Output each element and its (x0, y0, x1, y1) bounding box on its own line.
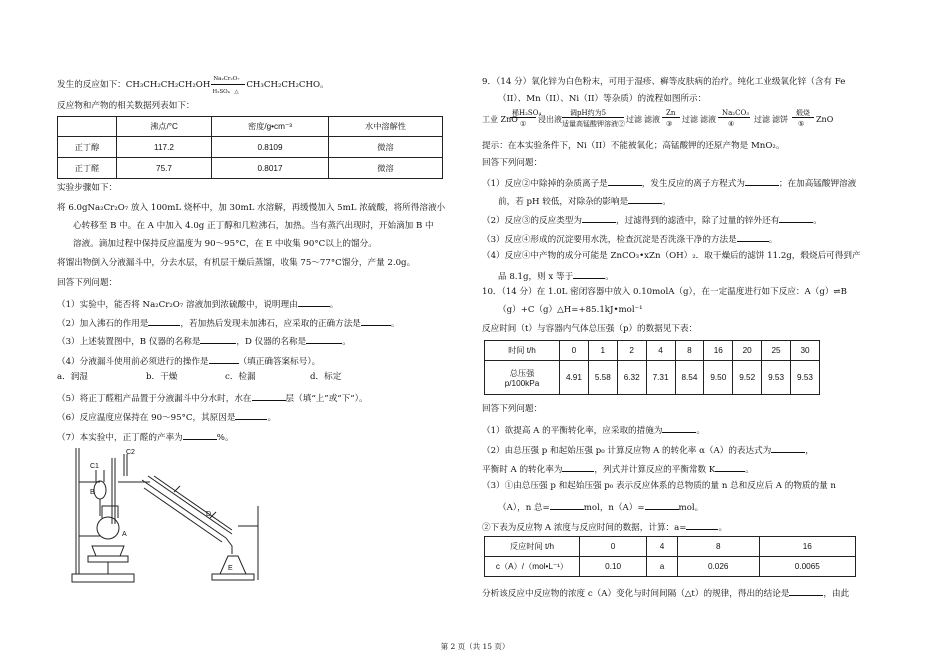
label-B: B (90, 489, 95, 496)
answer-blank[interactable] (252, 391, 286, 401)
page-footer: 第 2 页（共 15 页） (440, 642, 510, 651)
question-5: （5）将正丁醛粗产品置于分液漏斗中分水时，水在 层（填“上”或“下”）。 (57, 391, 368, 405)
option-d: d．标定 (310, 372, 342, 382)
q10-sub3-line1: （3）①由总压强 p 和起始压强 p₀ 表示反应体系的总物质的量 n 总和反应后 A 的物质的量 n (482, 481, 836, 491)
step1-line3: 溶液。滴加过程中保持反应温度为 90～95°C，在 E 中收集 90°C以上的馏分。 (73, 239, 377, 249)
answer-blank[interactable] (582, 213, 616, 223)
table-header: 水中溶解性 (329, 117, 443, 137)
table-row: 时间 t/h 0 1 2 4 8 16 20 25 30 (485, 341, 820, 361)
option-c: c．检漏 (225, 372, 256, 382)
answer-blank[interactable] (550, 500, 584, 510)
table-intro: 反应物和产物的相关数据列表如下： (57, 101, 195, 111)
label-E: E (228, 565, 233, 572)
label-A: A (122, 531, 127, 538)
answer-prompt-10: 回答下列问题： (482, 404, 543, 414)
q10-line1: 10．（14 分）在 1.0L 密闭容器中放入 0.10molA（g），在一定温度进行如下反应：A（g）⇌B (482, 287, 847, 297)
q10-sub1: （1）欲提高 A 的平衡转化率，应采取的措施为 。 (482, 423, 705, 437)
concentration-table (484, 536, 856, 577)
properties-table (57, 116, 443, 179)
q10-sub3-line2: （A），n 总= mol，n（A）= mol。 (498, 500, 703, 514)
flow-arrow (718, 117, 750, 118)
label-C2: C2 (126, 449, 135, 456)
label-D: D (206, 511, 212, 518)
flow-start: 工业 ZnO (482, 115, 518, 124)
answer-blank[interactable] (737, 232, 769, 242)
flow-arrow (562, 117, 624, 118)
q9-sub4-line2: 品 8.1g，则 x 等于 。 (498, 269, 614, 283)
question-6: （6）反应温度应保持在 90～95°C，其原因是 。 (57, 410, 276, 424)
option-a: a．润湿 (57, 372, 88, 382)
answer-blank[interactable] (715, 462, 745, 472)
answer-blank[interactable] (209, 354, 239, 364)
q10-line2: （g）+C（g）△H=+85.1kJ•mol⁻¹ (498, 305, 643, 315)
option-b: b．干燥 (146, 372, 178, 382)
table-row: 总压强 p/100kPa 4.91 5.58 6.32 7.31 8.54 9.50 9.52 9.53 9.53 (485, 361, 820, 395)
question-1: （1）实验中，能否将 Na₂Cr₂O₇ 溶液加到浓硫酸中，说明理由 。 (57, 297, 338, 311)
answer-blank[interactable] (789, 586, 823, 596)
answer-blank[interactable] (779, 213, 813, 223)
step1-line2: 心转移至 B 中。在 A 中加入 4.0g 正丁醇和几粒沸石，加热。当有蒸汽出现时，开始滴加 B 中 (73, 221, 434, 231)
q9-sub2: （2）反应③的反应类型为 ，过滤得到的滤渣中，除了过量的锌外还有 。 (482, 213, 822, 227)
reaction-equation: 发生的反应如下：CH₃CH₂CH₂CH₂OH Na₂Cr₂O₇ H₂SO₄ △ CH₃CH₂CH₂CHO。 (57, 76, 329, 95)
flow-end: ZnO (816, 115, 834, 124)
table-header: 沸点/°C (117, 117, 212, 137)
q10-last: 分析该反应中反应物的浓度 c（A）变化与时间间隔（△t）的规律，得出的结论是 ，由此 (482, 586, 849, 600)
steps-title: 实验步骤如下： (57, 183, 118, 193)
question-2: （2）加入沸石的作用是 ，若加热后发现未加沸石，应采取的正确方法是 。 (57, 316, 400, 330)
question-4: （4）分液漏斗使用前必须进行的操作是 （填正确答案标号）。 (57, 354, 320, 368)
apparatus-figure (70, 446, 270, 586)
answer-blank[interactable] (608, 176, 642, 186)
answer-prompt-9: 回答下列问题： (482, 158, 543, 168)
question-7: （7）本实验中，正丁醛的产率为 %。 (57, 430, 234, 444)
table-row: 反应时间 t/h 0 4 8 16 (485, 537, 856, 557)
answer-blank[interactable] (686, 520, 718, 530)
answer-blank[interactable] (298, 297, 330, 307)
answer-blank[interactable] (235, 410, 267, 420)
flow-arrow (510, 117, 536, 118)
table-row: 正丁醛 75.7 0.8017 微溶 (58, 158, 443, 179)
q9-line1: 9．（14 分）氧化锌为白色粉末，可用于湿疹、癣等皮肤病的治疗。纯化工业级氧化锌（含有 Fe (482, 77, 846, 87)
answer-blank[interactable] (771, 443, 805, 453)
answer-prompt: 回答下列问题： (57, 278, 118, 288)
q10-sub2b: 平衡时 A 的转化率为 ，列式并计算反应的平衡常数 K 。 (482, 462, 754, 476)
q9-sub1-line2: 前，若 pH 较低，对除杂的影响是 。 (498, 194, 671, 208)
q9-sub1-line1: （1）反应②中除掉的杂质离子是 ，发生反应的离子方程式为 ；在加高锰酸钾溶液 (482, 176, 856, 190)
answer-blank[interactable] (562, 462, 594, 472)
step2: 将馏出物倒入分液漏斗中，分去水层，有机层干燥后蒸馏，收集 75～77°C馏分，产量 2.0g。 (57, 258, 416, 268)
q9-line2: （II）、Mn（II）、Ni（II）等杂质）的流程如图所示： (498, 94, 707, 104)
question-3: （3）上述装置图中，B 仪器的名称是 ，D 仪器的名称是 。 (57, 334, 351, 348)
table-header: 密度/g•cm⁻³ (212, 117, 329, 137)
answer-blank[interactable] (306, 334, 342, 344)
flow-arrow (792, 117, 814, 118)
reaction-arrow: Na₂Cr₂O₇ H₂SO₄ △ (210, 79, 246, 90)
answer-blank[interactable] (628, 194, 662, 204)
answer-blank[interactable] (573, 269, 605, 279)
answer-blank[interactable] (361, 316, 391, 326)
flow-arrow (662, 117, 680, 118)
table-row: c（A）/（mol•L⁻¹） 0.10 a 0.026 0.0065 (485, 557, 856, 577)
q10-line3: 反应时间（t）与容器内气体总压强（p）的数据见下表： (482, 324, 698, 334)
hint: 提示：在本实验条件下，Ni（II）不能被氧化；高锰酸钾的还原产物是 MnO₂。 (482, 141, 785, 151)
table-row: 正丁醇 117.2 0.8109 微溶 (58, 137, 443, 158)
q9-sub4-line1: （4）反应④中产物的成分可能是 ZnCO₃•xZn（OH）₂．取干燥后的滤饼 11.2g，煅烧后可得到产 (482, 251, 861, 261)
answer-blank[interactable] (662, 423, 696, 433)
label-C1: C1 (90, 463, 99, 470)
answer-blank[interactable] (745, 176, 779, 186)
q9-sub3: （3）反应④形成的沉淀要用水洗，检查沉淀是否洗涤干净的方法是 。 (482, 232, 777, 246)
answer-blank[interactable] (645, 500, 679, 510)
answer-blank[interactable] (200, 334, 236, 344)
answer-blank[interactable] (148, 316, 180, 326)
q10-sub2: （2）由总压强 p 和起始压强 p₀ 计算反应物 A 的转化率 α（A）的表达式为 ， (482, 443, 814, 457)
pressure-table (484, 340, 820, 395)
step1-line1: 将 6.0gNa₂Cr₂O₇ 放入 100mL 烧杯中，加 30mL 水溶解，再缓慢加入 5mL 浓硫酸，将所得溶液小 (57, 203, 446, 213)
q10-sub3b: ②下表为反应物 A 浓度与反应时间的数据，计算：a= 。 (482, 520, 727, 534)
answer-blank[interactable] (183, 430, 217, 440)
table-header (58, 117, 117, 137)
